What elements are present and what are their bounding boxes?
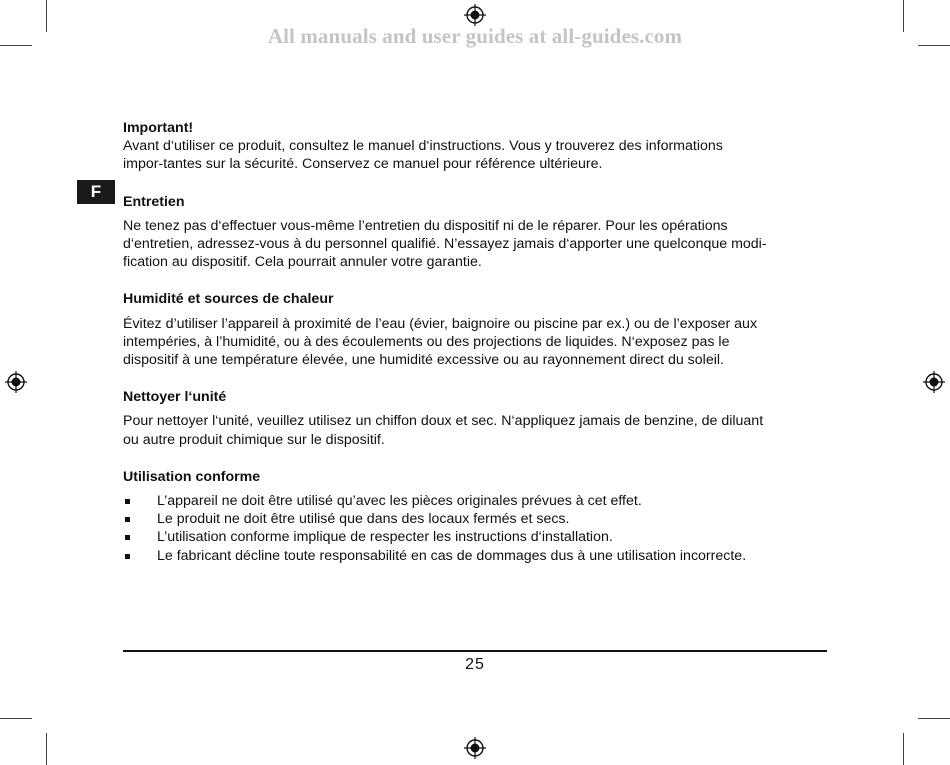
section-heading: Entretien <box>123 193 185 210</box>
text-line: dispositif à une température élevée, une humidité excessive ou au rayonnement direct du soleil. <box>123 352 724 369</box>
footer-rule <box>123 650 827 652</box>
section-heading: Important! <box>123 120 194 136</box>
text-line: impor-tantes sur la sécurité. Conservez ce manuel pour référence ultérieure. <box>123 156 603 173</box>
crop-mark-bottom-right-v <box>903 733 904 765</box>
registration-mark-icon <box>464 737 486 759</box>
crop-mark-bottom-right-h <box>918 718 950 719</box>
document-body <box>123 119 829 565</box>
list-item: L’appareil ne doit être utilisé qu’avec les pièces originales prévues à cet effet. <box>123 492 829 510</box>
section-cleaning <box>123 388 829 449</box>
section-humidity <box>123 290 829 369</box>
text-line: Ne tenez pas d‘effectuer vous-même l’entretien du dispositif ni de le réparer. Pour les opérations <box>123 217 728 234</box>
section-important <box>123 119 829 174</box>
section-heading: Nettoyer l‘unité <box>123 389 227 406</box>
text-line: Pour nettoyer l‘unité, veuillez utilisez un chiffon doux et sec. N‘appliquez jamais de benzine, de diluant <box>123 413 764 430</box>
list-item: Le fabricant décline toute responsabilité en cas de dommages dus à une utilisation incorrecte. <box>123 547 829 565</box>
registration-mark-icon <box>464 4 486 26</box>
page-number: 25 <box>465 656 485 673</box>
text-line: d‘entretien, adressez-vous à du personnel qualifié. N’essayez jamais d‘apporter une quelconque modi- <box>123 236 767 253</box>
section-intended-use <box>123 468 829 565</box>
text-line: Évitez d’utiliser l’appareil à proximité de l’eau (évier, baignoire ou piscine par ex.) ou de l’exposer aux <box>123 315 758 332</box>
text-line: Avant d‘utiliser ce produit, consultez le manuel d‘instructions. Vous y trouverez des informations <box>123 138 723 155</box>
crop-mark-bottom-left-h <box>0 718 32 719</box>
section-heading: Utilisation conforme <box>123 468 261 485</box>
list-item: Le produit ne doit être utilisé que dans des locaux fermés et secs. <box>123 510 829 528</box>
section-maintenance <box>123 193 829 272</box>
section-heading: Humidité et sources de chaleur <box>123 291 334 308</box>
crop-mark-bottom-left-v <box>46 733 47 765</box>
text-line: fication au dispositif. Cela pourrait annuler votre garantie. <box>123 254 482 271</box>
registration-mark-icon <box>923 371 945 393</box>
watermark-text: All manuals and user guides at all-guides.com <box>267 24 683 48</box>
bullet-list <box>123 492 829 565</box>
language-tab: F <box>77 180 115 204</box>
text-line: intempéries, à l’humidité, ou à des écoulements ou des projections de liquides. N‘exposez pas le <box>123 333 730 350</box>
registration-mark-icon <box>5 371 27 393</box>
text-line: ou autre produit chimique sur le dispositif. <box>123 431 385 448</box>
list-item: L’utilisation conforme implique de respecter les instructions d‘installation. <box>123 528 829 546</box>
